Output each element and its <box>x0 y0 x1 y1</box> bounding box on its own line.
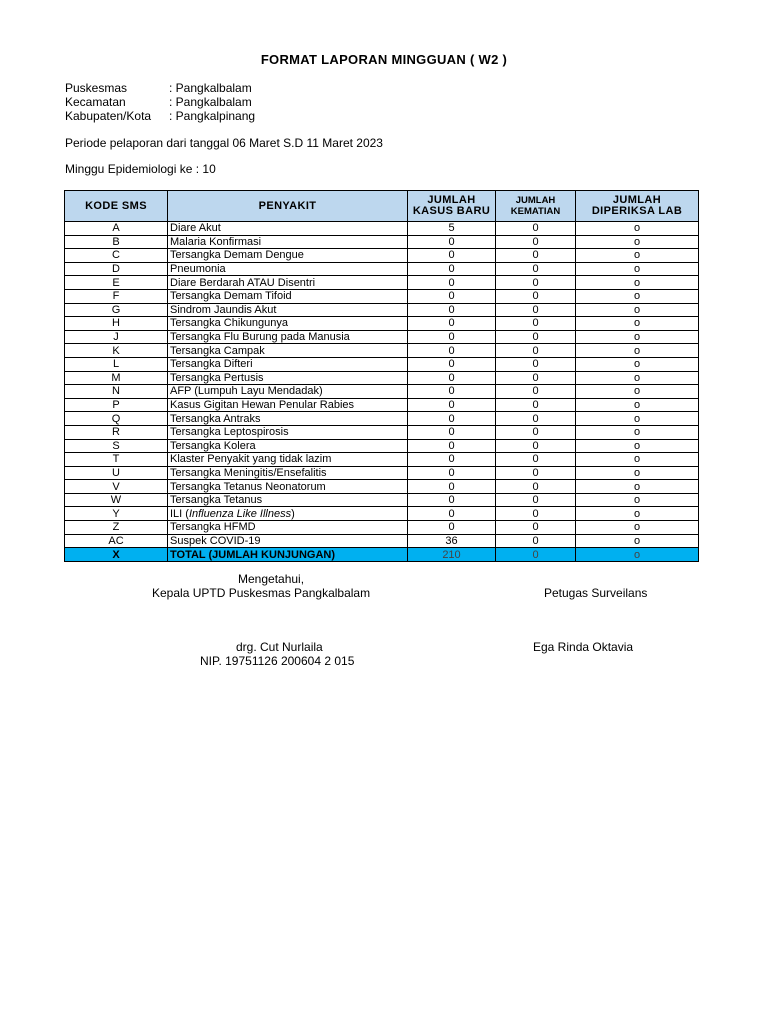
cell-kode: T <box>65 453 168 467</box>
cell-penyakit: Diare Akut <box>168 222 408 236</box>
cell-kasus-baru: 0 <box>408 289 496 303</box>
info-label: Kabupaten/Kota <box>65 109 152 123</box>
header-penyakit: PENYAKIT <box>168 191 408 222</box>
cell-diperiksa-lab: o <box>576 521 699 535</box>
kepala-title: Kepala UPTD Puskesmas Pangkalbalam <box>152 586 371 600</box>
cell-kode: J <box>65 330 168 344</box>
info-row-kecamatan <box>65 95 255 109</box>
penyakit-text: ILI ( <box>170 507 189 520</box>
cell-penyakit: Klaster Penyakit yang tidak lazim <box>168 453 408 467</box>
table-row <box>65 249 699 263</box>
cell-kasus-baru: 0 <box>408 262 496 276</box>
cell-kematian: 0 <box>496 317 576 331</box>
cell-diperiksa-lab: o <box>576 453 699 467</box>
table-row <box>65 439 699 453</box>
cell-penyakit: AFP (Lumpuh Layu Mendadak) <box>168 385 408 399</box>
cell-kematian: 0 <box>496 289 576 303</box>
cell-kematian: 0 <box>496 235 576 249</box>
header-kasus-line1: JUMLAH <box>427 194 476 206</box>
cell-kasus-baru: 0 <box>408 371 496 385</box>
cell-diperiksa-lab: o <box>576 289 699 303</box>
table-row <box>65 493 699 507</box>
cell-kematian: 0 <box>496 480 576 494</box>
cell-kasus-baru: 0 <box>408 344 496 358</box>
cell-kode: R <box>65 425 168 439</box>
cell-kematian: 0 <box>496 262 576 276</box>
kepala-name: drg. Cut Nurlaila <box>236 640 323 654</box>
table-row <box>65 317 699 331</box>
cell-diperiksa-lab: o <box>576 344 699 358</box>
table-row <box>65 385 699 399</box>
table-row <box>65 357 699 371</box>
cell-diperiksa-lab: o <box>576 480 699 494</box>
cell-penyakit: Sindrom Jaundis Akut <box>168 303 408 317</box>
cell-kematian: 0 <box>496 425 576 439</box>
cell-kematian: 0 <box>496 330 576 344</box>
cell-kasus-baru: 0 <box>408 493 496 507</box>
table-row <box>65 222 699 236</box>
cell-penyakit: Tersangka HFMD <box>168 521 408 535</box>
cell-kode: A <box>65 222 168 236</box>
cell-kode: K <box>65 344 168 358</box>
cell-kode: H <box>65 317 168 331</box>
header-kematian <box>496 191 576 222</box>
table-row <box>65 412 699 426</box>
minggu-text: Minggu Epidemiologi ke : 10 <box>65 162 216 176</box>
cell-diperiksa-lab: o <box>576 249 699 263</box>
cell-kode: U <box>65 466 168 480</box>
cell-diperiksa-lab: o <box>576 357 699 371</box>
cell-kode: S <box>65 439 168 453</box>
cell-diperiksa-lab: o <box>576 317 699 331</box>
cell-kasus-baru: 0 <box>408 439 496 453</box>
cell-kode: L <box>65 357 168 371</box>
cell-kematian: 0 <box>496 276 576 290</box>
cell-kematian: 0 <box>496 344 576 358</box>
total-kematian: 0 <box>496 548 576 562</box>
penyakit-text: ) <box>291 507 295 520</box>
cell-kode: F <box>65 289 168 303</box>
cell-kasus-baru: 0 <box>408 453 496 467</box>
cell-penyakit: Malaria Konfirmasi <box>168 235 408 249</box>
cell-kasus-baru: 0 <box>408 480 496 494</box>
table-row <box>65 466 699 480</box>
cell-diperiksa-lab: o <box>576 371 699 385</box>
cell-kematian: 0 <box>496 521 576 535</box>
cell-kasus-baru: 0 <box>408 330 496 344</box>
cell-kasus-baru: 0 <box>408 466 496 480</box>
cell-penyakit: Suspek COVID-19 <box>168 534 408 548</box>
cell-diperiksa-lab: o <box>576 385 699 399</box>
cell-kematian: 0 <box>496 371 576 385</box>
periode-text: Periode pelaporan dari tanggal 06 Maret S.D 11 Maret 2023 <box>65 136 383 150</box>
header-diperiksa-lab <box>576 191 699 222</box>
cell-kode: G <box>65 303 168 317</box>
cell-kasus-baru: 0 <box>408 521 496 535</box>
cell-kematian: 0 <box>496 507 576 521</box>
cell-diperiksa-lab: o <box>576 276 699 290</box>
info-label: Kecamatan <box>65 95 126 109</box>
cell-penyakit: Tersangka Demam Dengue <box>168 249 408 263</box>
cell-kode: C <box>65 249 168 263</box>
table-row <box>65 276 699 290</box>
report-table <box>64 190 699 562</box>
cell-kematian: 0 <box>496 493 576 507</box>
cell-kasus-baru: 0 <box>408 235 496 249</box>
cell-kode: Z <box>65 521 168 535</box>
penyakit-italic-text: Influenza Like Illness <box>188 507 292 520</box>
cell-kematian: 0 <box>496 222 576 236</box>
report-title: FORMAT LAPORAN MINGGUAN ( W2 ) <box>260 52 508 67</box>
table-row <box>65 480 699 494</box>
cell-diperiksa-lab: o <box>576 262 699 276</box>
cell-diperiksa-lab: o <box>576 303 699 317</box>
mengetahui-text: Mengetahui, <box>238 572 305 586</box>
cell-penyakit: Kasus Gigitan Hewan Penular Rabies <box>168 398 408 412</box>
cell-kode: E <box>65 276 168 290</box>
total-diperiksa-lab: o <box>576 548 699 562</box>
cell-diperiksa-lab: o <box>576 439 699 453</box>
cell-penyakit: Tersangka Demam Tifoid <box>168 289 408 303</box>
cell-kematian: 0 <box>496 439 576 453</box>
cell-diperiksa-lab: o <box>576 493 699 507</box>
cell-kematian: 0 <box>496 357 576 371</box>
cell-penyakit: Tersangka Leptospirosis <box>168 425 408 439</box>
table-header-row <box>65 191 699 222</box>
cell-diperiksa-lab: o <box>576 330 699 344</box>
info-row-kabupaten <box>65 109 255 123</box>
header-kasus-baru <box>408 191 496 222</box>
cell-kode: N <box>65 385 168 399</box>
kepala-nip: NIP. 19751126 200604 2 015 <box>200 654 355 668</box>
cell-kematian: 0 <box>496 398 576 412</box>
cell-kode: M <box>65 371 168 385</box>
cell-penyakit: Tersangka Pertusis <box>168 371 408 385</box>
cell-kode: AC <box>65 534 168 548</box>
cell-penyakit: Tersangka Difteri <box>168 357 408 371</box>
info-row-puskesmas <box>65 81 255 95</box>
cell-diperiksa-lab: o <box>576 235 699 249</box>
cell-kode: V <box>65 480 168 494</box>
cell-penyakit: Tersangka Tetanus <box>168 493 408 507</box>
cell-penyakit: Tersangka Meningitis/Ensefalitis <box>168 466 408 480</box>
cell-penyakit: Tersangka Tetanus Neonatorum <box>168 480 408 494</box>
cell-penyakit: Diare Berdarah ATAU Disentri <box>168 276 408 290</box>
table-row <box>65 371 699 385</box>
cell-kasus-baru: 5 <box>408 222 496 236</box>
cell-kematian: 0 <box>496 412 576 426</box>
table-body <box>65 222 699 562</box>
header-kode-sms: KODE SMS <box>65 191 168 222</box>
header-lab-line2: DIPERIKSA LAB <box>591 205 683 217</box>
header-lab-line1: JUMLAH <box>612 194 662 206</box>
cell-kematian: 0 <box>496 249 576 263</box>
table-row <box>65 330 699 344</box>
cell-kode: Y <box>65 507 168 521</box>
table-row <box>65 453 699 467</box>
table-row <box>65 425 699 439</box>
cell-kasus-baru: 0 <box>408 507 496 521</box>
cell-kematian: 0 <box>496 466 576 480</box>
cell-diperiksa-lab: o <box>576 412 699 426</box>
cell-kode: W <box>65 493 168 507</box>
petugas-title: Petugas Surveilans <box>544 586 648 600</box>
cell-kode: D <box>65 262 168 276</box>
table-row <box>65 521 699 535</box>
cell-kasus-baru: 0 <box>408 276 496 290</box>
table-row-total <box>65 548 699 562</box>
cell-kematian: 0 <box>496 453 576 467</box>
table-row <box>65 303 699 317</box>
cell-kasus-baru: 0 <box>408 317 496 331</box>
cell-penyakit <box>168 507 408 521</box>
cell-kematian: 0 <box>496 385 576 399</box>
cell-diperiksa-lab: o <box>576 425 699 439</box>
cell-kode: B <box>65 235 168 249</box>
cell-kode: P <box>65 398 168 412</box>
cell-diperiksa-lab: o <box>576 466 699 480</box>
cell-kasus-baru: 0 <box>408 385 496 399</box>
cell-diperiksa-lab: o <box>576 507 699 521</box>
cell-kematian: 0 <box>496 303 576 317</box>
cell-diperiksa-lab: o <box>576 534 699 548</box>
info-label: Puskesmas <box>65 81 128 95</box>
info-block <box>65 81 255 123</box>
cell-penyakit: Tersangka Antraks <box>168 412 408 426</box>
cell-kematian: 0 <box>496 534 576 548</box>
total-kode: X <box>65 548 168 562</box>
cell-penyakit: Tersangka Campak <box>168 344 408 358</box>
cell-kasus-baru: 0 <box>408 357 496 371</box>
petugas-name: Ega Rinda Oktavia <box>533 640 634 654</box>
total-label: TOTAL (JUMLAH KUNJUNGAN) <box>168 548 408 562</box>
cell-kasus-baru: 0 <box>408 303 496 317</box>
table-row <box>65 262 699 276</box>
cell-diperiksa-lab: o <box>576 398 699 412</box>
cell-kasus-baru: 0 <box>408 425 496 439</box>
total-kasus-baru: 210 <box>408 548 496 562</box>
header-kematian-line1: JUMLAH <box>515 195 556 206</box>
cell-diperiksa-lab: o <box>576 222 699 236</box>
cell-kasus-baru: 0 <box>408 412 496 426</box>
cell-penyakit: Tersangka Kolera <box>168 439 408 453</box>
table-row <box>65 398 699 412</box>
cell-kode: Q <box>65 412 168 426</box>
table-row <box>65 344 699 358</box>
header-kasus-line2: KASUS BARU <box>412 205 491 217</box>
info-value: : Pangkalbalam <box>169 95 252 109</box>
info-value: : Pangkalbalam <box>169 81 252 95</box>
cell-kasus-baru: 0 <box>408 249 496 263</box>
table-row <box>65 534 699 548</box>
info-value: : Pangkalpinang <box>169 109 256 123</box>
cell-kasus-baru: 0 <box>408 398 496 412</box>
table-row <box>65 507 699 521</box>
cell-penyakit: Tersangka Flu Burung pada Manusia <box>168 330 408 344</box>
cell-penyakit: Pneumonia <box>168 262 408 276</box>
table-row <box>65 289 699 303</box>
table-row <box>65 235 699 249</box>
cell-penyakit: Tersangka Chikungunya <box>168 317 408 331</box>
header-kematian-line2: KEMATIAN <box>510 206 561 217</box>
cell-kasus-baru: 36 <box>408 534 496 548</box>
